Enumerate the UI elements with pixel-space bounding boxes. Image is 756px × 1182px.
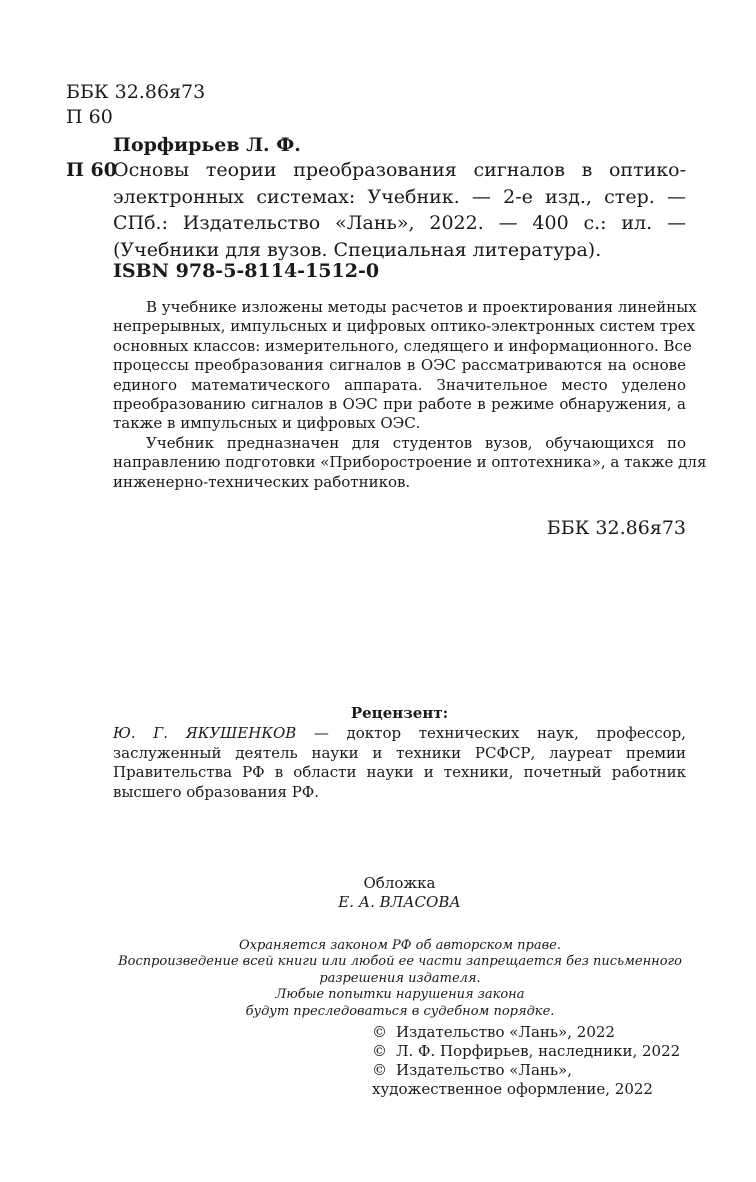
reviewer-line: Правительства РФ в области науки и техники, почетный работник — [113, 763, 686, 782]
reviewer-line: высшего образования РФ. — [113, 782, 320, 801]
reviewer-credentials: — доктор технических наук, профессор, — [296, 724, 686, 742]
cover-designer: Е. А. ВЛАСОВА — [338, 893, 461, 911]
annotation-line: процессы преобразования сигналов в ОЭС рассматриваются на основе — [113, 356, 686, 375]
reviewer-line: заслуженный деятель науки и техники РСФСР, лауреат премии — [113, 743, 686, 762]
copyright-text: художественное оформление, 2022 — [372, 1080, 653, 1098]
citation-line: СПб.: Издательство «Лань», 2022. — 400 с.: ил. — — [113, 212, 686, 234]
isbn: ISBN 978-5-8114-1512-0 — [113, 260, 380, 282]
copyright-item — [372, 1061, 692, 1080]
copyright-item — [372, 1023, 692, 1042]
author-name: Порфирьев Л. Ф. — [113, 134, 301, 156]
annotation-line: В учебнике изложены методы расчетов и проектирования линейных — [146, 298, 697, 316]
copyright-text: Издательство «Лань», — [396, 1061, 573, 1079]
annotation — [113, 298, 707, 492]
legal-line: Любые попытки нарушения закона — [275, 987, 525, 1003]
copyright-list — [372, 1023, 692, 1099]
annotation-line: преобразованию сигналов в ОЭС при работе в режиме обнаружения, а — [113, 395, 686, 414]
author-index-bold: П 60 — [66, 159, 117, 181]
citation-line: электронных системах: Учебник. — 2-е изд., стер. — — [113, 185, 686, 208]
legal-line: будут преследоваться в судебном порядке. — [245, 1003, 555, 1019]
author-index: П 60 — [66, 106, 113, 128]
annotation-line: непрерывных, импульсных и цифровых оптико-электронных систем трех — [113, 317, 696, 336]
copyright-icon: © — [372, 1061, 387, 1079]
copyright-icon: © — [372, 1042, 387, 1060]
copyright-icon: © — [372, 1023, 387, 1041]
reviewer-line — [113, 724, 686, 744]
annotation-line: основных классов: измерительного, следящего и информационного. Все — [113, 336, 692, 355]
copyright-item-continuation — [372, 1080, 692, 1099]
bibliographic-citation — [113, 157, 686, 263]
reviewer-name: Ю. Г. ЯКУШЕНКОВ — [113, 724, 297, 742]
citation-line: (Учебники для вузов. Специальная литература). — [113, 238, 602, 261]
annotation-line: Учебник предназначен для студентов вузов, обучающихся по — [146, 433, 686, 452]
legal-line: разрешения издателя. — [319, 970, 481, 986]
reviewer-info — [113, 724, 686, 802]
legal-line: Воспроизведение всей книги или любой ее части запрещается без письменного — [118, 954, 682, 970]
cover-label: Обложка — [363, 874, 436, 892]
copyright-item — [372, 1042, 692, 1061]
annotation-line: единого математического аппарата. Значительное место уделено — [113, 375, 686, 394]
annotation-line: также в импульсных и цифровых ОЭС. — [113, 414, 421, 433]
bbk-code-bottom: ББК 32.86я73 — [546, 517, 686, 539]
copyright-text: Издательство «Лань», 2022 — [396, 1023, 615, 1041]
legal-line: Охраняется законом РФ об авторском праве. — [239, 938, 561, 953]
copyright-notice — [90, 938, 710, 1020]
copyright-text: Л. Ф. Порфирьев, наследники, 2022 — [396, 1042, 681, 1060]
annotation-line: направлению подготовки «Приборостроение и оптотехника», а также для — [113, 453, 707, 472]
reviewer-heading: Рецензент: — [350, 704, 449, 722]
bbk-code: ББК 32.86я73 — [66, 81, 206, 103]
annotation-line: инженерно-технических работников. — [113, 472, 411, 491]
citation-line: Основы теории преобразования сигналов в оптико- — [113, 159, 686, 181]
